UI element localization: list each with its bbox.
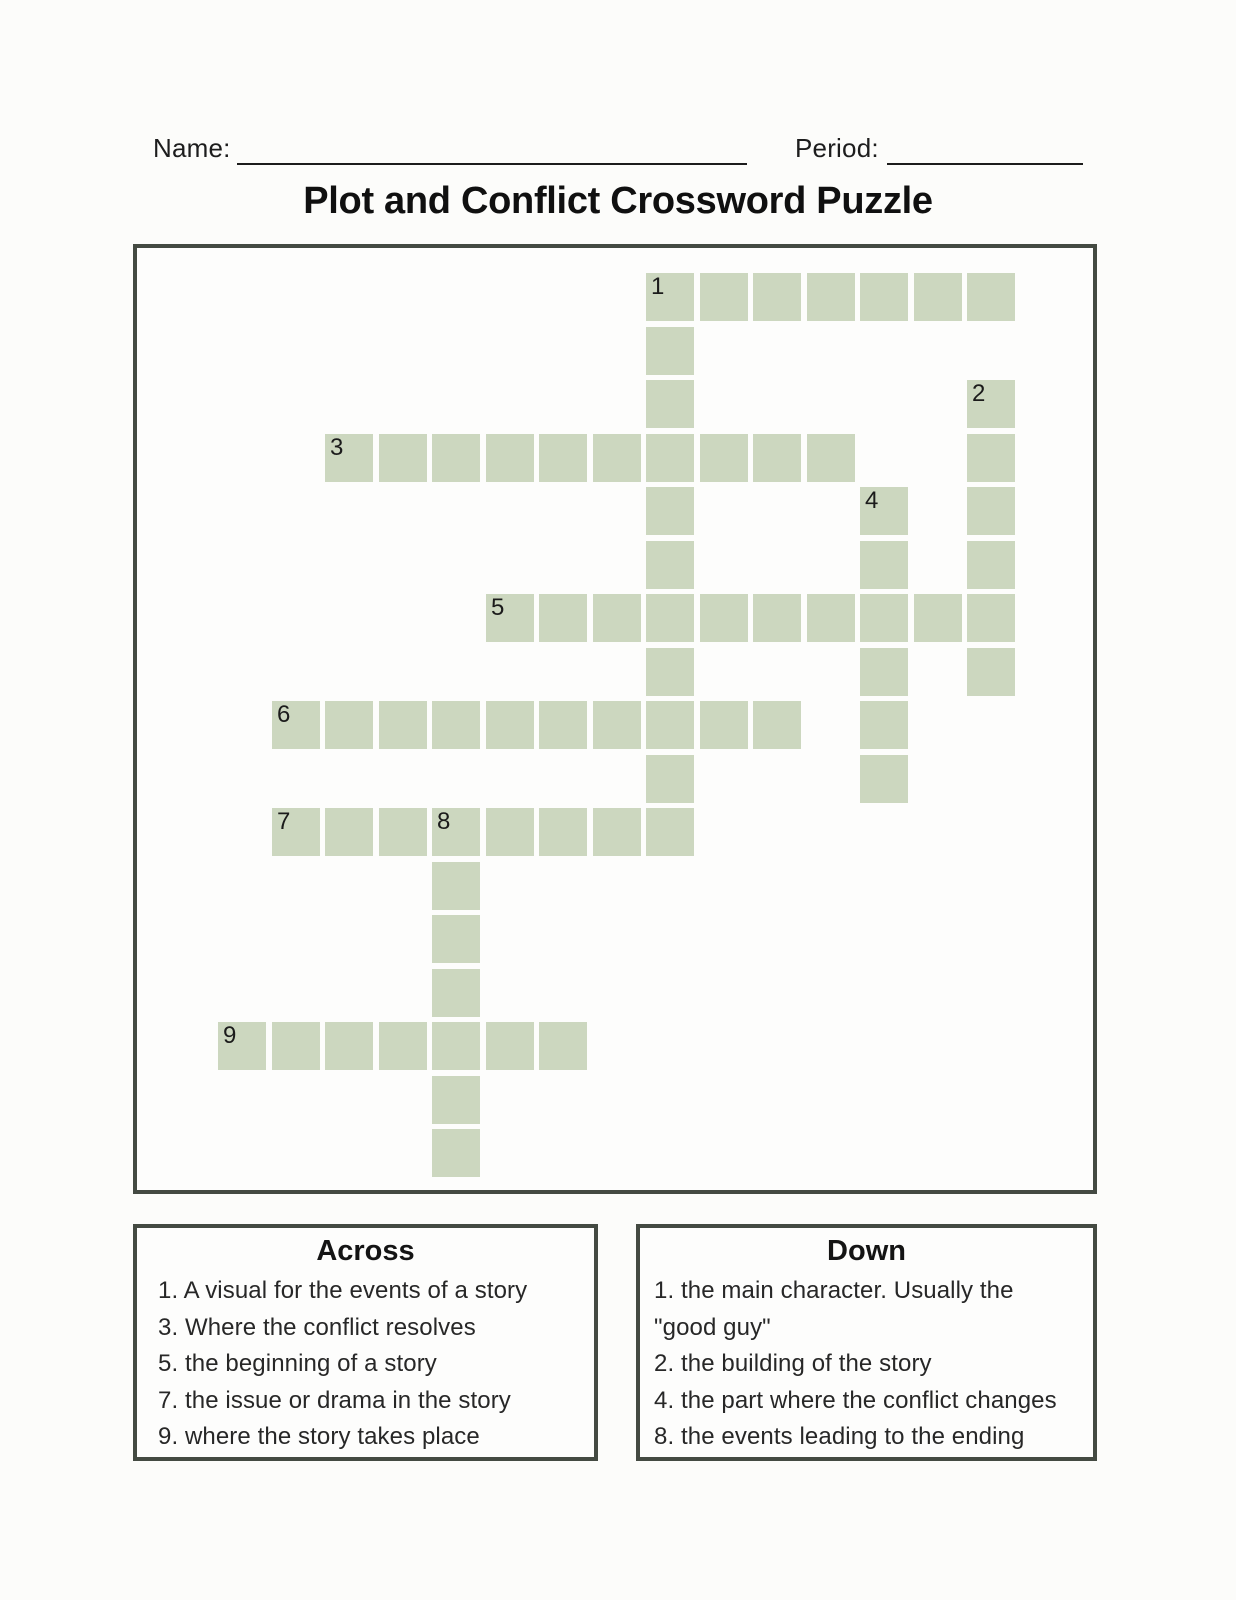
cell-number-3: 3 <box>330 434 344 461</box>
cell-number-2: 2 <box>972 380 986 407</box>
cell-number-4: 4 <box>865 487 879 514</box>
page-title: Plot and Conflict Crossword Puzzle <box>303 180 933 222</box>
down-heading: Down <box>827 1235 906 1267</box>
grid-cell <box>379 1022 427 1070</box>
grid-cell <box>753 594 801 642</box>
cell-number-8: 8 <box>437 808 451 835</box>
grid-cell <box>646 434 694 482</box>
grid-cell <box>539 434 587 482</box>
cell-number-5: 5 <box>491 594 505 621</box>
grid-cell <box>379 434 427 482</box>
grid-cell <box>539 808 587 856</box>
across-clues-box <box>133 1224 598 1461</box>
name-label: Name: <box>153 133 231 163</box>
grid-cell <box>486 434 534 482</box>
across-clue-9: 9. where the story takes place <box>158 1423 480 1450</box>
grid-cell <box>432 915 480 963</box>
grid-cell-8 <box>432 808 480 856</box>
grid-cell <box>807 594 855 642</box>
grid-cell <box>646 701 694 749</box>
grid-cell <box>646 487 694 535</box>
down-clue-2: 2. the building of the story <box>654 1350 932 1377</box>
across-clue-1: 1. A visual for the events of a story <box>158 1277 528 1304</box>
grid-cell <box>700 273 748 321</box>
down-clue-list <box>640 1273 1093 1456</box>
crossword-grid-box <box>133 244 1097 1194</box>
grid-cell <box>807 434 855 482</box>
grid-cell <box>486 701 534 749</box>
grid-cell <box>432 862 480 910</box>
across-clue-5: 5. the beginning of a story <box>158 1350 437 1377</box>
grid-cell <box>646 594 694 642</box>
grid-cell <box>432 969 480 1017</box>
grid-cell-7 <box>272 808 320 856</box>
grid-cell <box>967 541 1015 589</box>
crossword-grid-cells <box>137 248 1093 1190</box>
grid-cell <box>486 1022 534 1070</box>
grid-cell <box>432 701 480 749</box>
grid-cell <box>914 594 962 642</box>
down-clue-4: 4. the part where the conflict changes <box>654 1386 1057 1414</box>
grid-cell-5 <box>486 594 534 642</box>
across-clue-3: 3. Where the conflict resolves <box>158 1313 476 1341</box>
grid-cell <box>646 808 694 856</box>
grid-cell-6 <box>272 701 320 749</box>
grid-cell <box>379 701 427 749</box>
grid-cell <box>967 594 1015 642</box>
grid-cell <box>379 808 427 856</box>
period-label: Period: <box>795 133 879 163</box>
grid-cell <box>539 594 587 642</box>
grid-cell <box>539 701 587 749</box>
grid-cell <box>432 1129 480 1177</box>
grid-cell <box>325 808 373 856</box>
grid-cell <box>593 808 641 856</box>
grid-cell <box>700 434 748 482</box>
grid-cell <box>860 541 908 589</box>
grid-cell <box>967 648 1015 696</box>
grid-cell <box>646 327 694 375</box>
grid-cell <box>432 434 480 482</box>
grid-cell <box>860 594 908 642</box>
down-clue-1: 1. the main character. Usually the <box>654 1277 1014 1304</box>
grid-cell <box>967 434 1015 482</box>
grid-cell <box>486 808 534 856</box>
across-heading: Across <box>316 1235 415 1267</box>
grid-cell <box>593 594 641 642</box>
across-clue-list <box>137 1273 594 1456</box>
grid-cell-4 <box>860 487 908 535</box>
grid-cell <box>967 487 1015 535</box>
grid-cell <box>325 701 373 749</box>
grid-cell <box>967 273 1015 321</box>
grid-cell <box>700 594 748 642</box>
grid-cell-1 <box>646 273 694 321</box>
cell-number-1: 1 <box>651 273 665 300</box>
name-blank-underline <box>237 163 747 165</box>
across-clue-7: 7. the issue or drama in the story <box>158 1386 511 1414</box>
grid-cell <box>272 1022 320 1070</box>
grid-cell-9 <box>218 1022 266 1070</box>
grid-cell <box>860 755 908 803</box>
cell-number-9: 9 <box>223 1022 237 1049</box>
down-clue-1-wrap: "good guy" <box>654 1313 771 1341</box>
grid-cell <box>432 1022 480 1070</box>
grid-cell <box>646 541 694 589</box>
grid-cell <box>753 701 801 749</box>
grid-cell <box>593 434 641 482</box>
down-clue-8: 8. the events leading to the ending <box>654 1423 1025 1450</box>
grid-cell <box>807 273 855 321</box>
grid-cell <box>432 1076 480 1124</box>
grid-cell <box>646 755 694 803</box>
grid-cell <box>860 701 908 749</box>
grid-cell <box>753 434 801 482</box>
grid-cell <box>646 380 694 428</box>
cell-number-6: 6 <box>277 701 291 728</box>
grid-cell <box>593 701 641 749</box>
grid-cell <box>860 273 908 321</box>
grid-cell-3 <box>325 434 373 482</box>
grid-cell <box>700 701 748 749</box>
cell-number-7: 7 <box>277 808 291 835</box>
grid-cell <box>914 273 962 321</box>
period-blank-underline <box>887 163 1083 165</box>
grid-cell-2 <box>967 380 1015 428</box>
grid-cell <box>753 273 801 321</box>
down-clues-box <box>636 1224 1097 1461</box>
grid-cell <box>539 1022 587 1070</box>
grid-cell <box>860 648 908 696</box>
grid-cell <box>646 648 694 696</box>
grid-cell <box>325 1022 373 1070</box>
